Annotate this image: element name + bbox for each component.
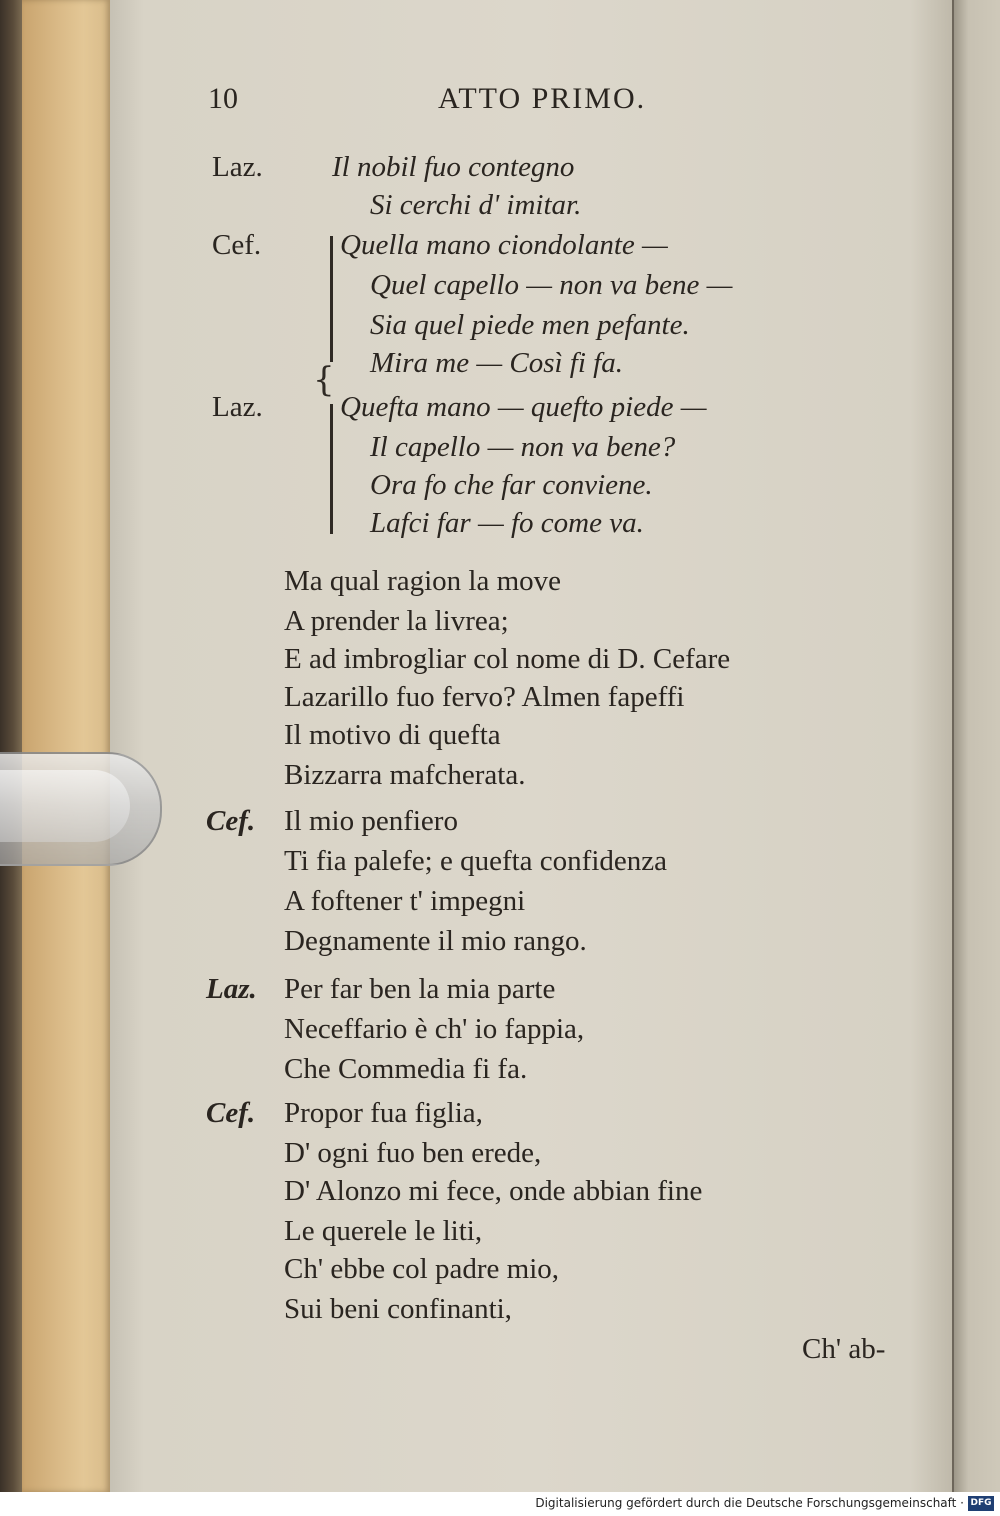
verse-line: Il capello — non va bene?	[370, 431, 676, 463]
verse-line: Ti fia palefe; e quefta confidenza	[284, 845, 668, 877]
speaker-label: Cef.	[206, 805, 256, 837]
speaker-label: Cef.	[212, 229, 262, 261]
running-header: ATTO PRIMO.	[438, 82, 647, 115]
funding-credit: Digitalisierung gefördert durch die Deutsche Forschungsgemeinschaft ·	[535, 1496, 964, 1510]
verse-line: D' Alonzo mi fece, onde abbian fine	[284, 1175, 703, 1207]
verse-line: Che Commedia fi fa.	[284, 1053, 528, 1085]
page-edge	[22, 0, 110, 1492]
speaker-label: Laz.	[212, 391, 263, 423]
speaker-label: Cef.	[206, 1097, 256, 1129]
verse-line: Lafci far — fo come va.	[370, 507, 644, 539]
verse-line: Quella mano ciondolante —	[340, 229, 668, 261]
verse-line: Per far ben la mia parte	[284, 973, 556, 1005]
verse-line: Sia quel piede men pefante.	[370, 309, 690, 341]
verse-line: A foftener t' impegni	[284, 885, 526, 917]
verse-line: Neceffario è ch' io fappia,	[284, 1013, 585, 1045]
speaker-label: Laz.	[206, 973, 257, 1005]
verse-line: Il mio penfiero	[284, 805, 458, 837]
brace-lower	[330, 404, 333, 534]
verse-line: Mira me — Così fi fa.	[370, 347, 623, 379]
verse-line: Ora fo che far conviene.	[370, 469, 653, 501]
catchword: Ch' ab-	[802, 1333, 886, 1365]
verse-line: Propor fua figlia,	[284, 1097, 483, 1129]
verse-line: Sui beni confinanti,	[284, 1293, 512, 1325]
verse-line: Ma qual ragion la move	[284, 565, 562, 597]
verse-line: Quefta mano — quefto piede —	[340, 391, 707, 423]
adjacent-page	[952, 0, 1000, 1492]
verse-line: E ad imbrogliar col nome di D. Cefare	[284, 643, 731, 675]
page-number: 10	[208, 82, 238, 115]
verse-line: Degnamente il mio rango.	[284, 925, 587, 957]
verse-line: A prender la livrea;	[284, 605, 509, 637]
verse-line: Le querele le liti,	[284, 1215, 483, 1247]
brace-upper	[330, 236, 333, 362]
book-clip-highlight	[0, 770, 130, 842]
verse-line: Si cerchi d' imitar.	[370, 189, 582, 221]
verse-line: D' ogni fuo ben erede,	[284, 1137, 542, 1169]
dfg-logo: DFG	[968, 1496, 994, 1511]
verse-line: Quel capello — non va bene —	[370, 269, 733, 301]
verse-line: Bizzarra mafcherata.	[284, 759, 526, 791]
verse-line: Ch' ebbe col padre mio,	[284, 1253, 560, 1285]
brace-tip-icon: {	[313, 360, 335, 400]
verse-line: Il nobil fuo contegno	[332, 151, 575, 183]
scan-background	[0, 0, 22, 1492]
speaker-label: Laz.	[212, 151, 263, 183]
verse-line: Il motivo di quefta	[284, 719, 501, 751]
verse-line: Lazarillo fuo fervo? Almen fapeffi	[284, 681, 685, 713]
